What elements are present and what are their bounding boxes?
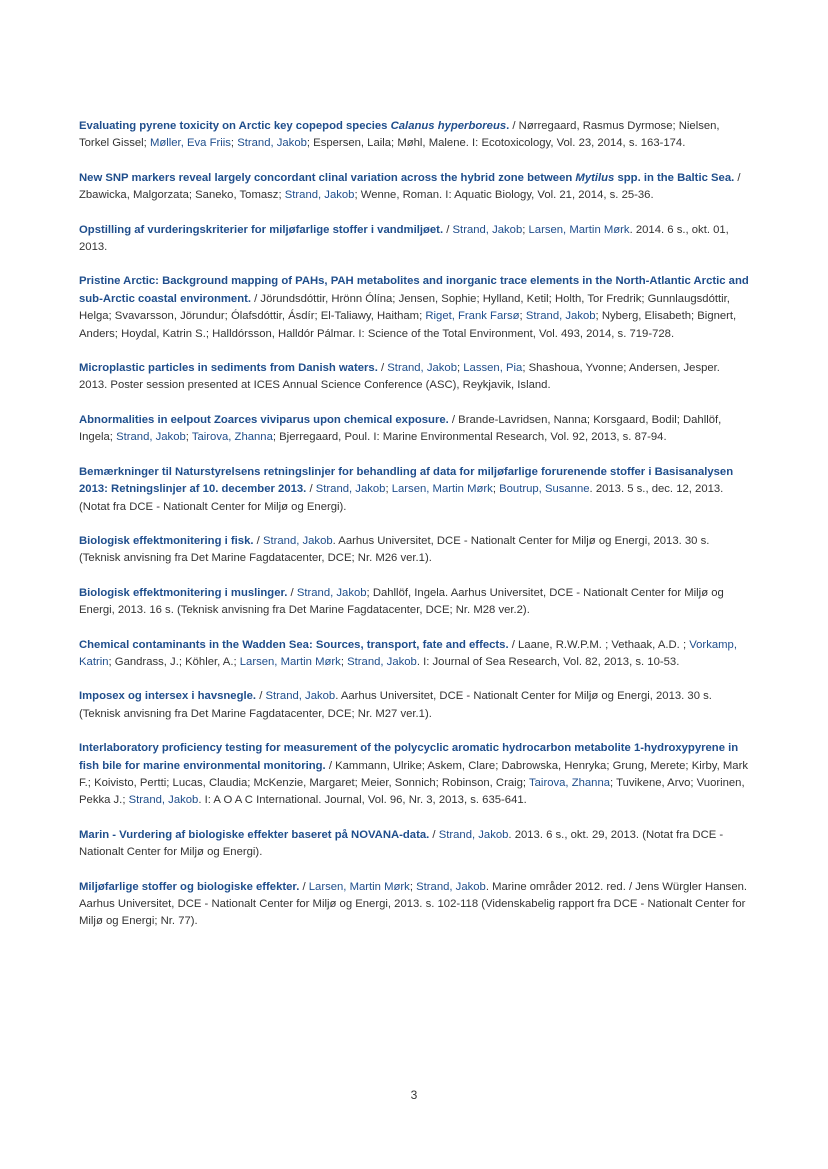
author-link[interactable]: Strand, Jakob	[296, 586, 367, 599]
author-link[interactable]: Vorkamp, Katrin	[79, 638, 737, 668]
author-link[interactable]: Riget, Frank Farsø	[425, 310, 520, 323]
citation-text: ; Tuvikene, Arvo; Vuorinen, Pekka J.;	[79, 776, 745, 807]
citation-text: ; Espersen, Laila; Møhl, Malene. I: Ecotoxicology, Vol. 23, 2014, s. 163-174.	[306, 137, 686, 150]
publication-title-link[interactable]: Pristine Arctic: Background mapping of PAHs, PAH metabolites and inorganic trace elements in the North-Atlantic Arctic and sub-Arctic coastal environment.	[79, 275, 749, 305]
publication-entry	[79, 827, 751, 862]
citation-text: . I: A O A C International. Journal, Vol. 96, Nr. 3, 2013, s. 635-641.	[198, 794, 527, 807]
author-link[interactable]: Larsen, Martin Mørk	[391, 483, 493, 496]
publication-title-link[interactable]: Interlaboratory proficiency testing for measurement of the polycyclic aromatic hydrocarbon metabolite 1-hydroxypyrene in fish bile for marine environmental monitoring.	[79, 742, 739, 772]
citation-text: . Aarhus Universitet, DCE - Nationalt Center for Miljø og Energi, 2013. 30 s. (Teknisk anvisning fra Det Marine Fagdatacenter, DCE; Nr. M27 ver.1).	[79, 690, 712, 720]
citation-text: ; Wenne, Roman. I: Aquatic Biology, Vol. 21, 2014, s. 25-36.	[354, 189, 654, 202]
publication-entry	[79, 222, 751, 257]
citation-text: . 2013. 6 s., okt. 29, 2013. (Notat fra DCE - Nationalt Center for Miljø og Energi).	[79, 828, 724, 859]
author-link[interactable]: Tairova, Zhanna	[191, 431, 273, 444]
publication-entry	[79, 533, 751, 568]
citation-text: . 2013. 5 s., dec. 12, 2013. (Notat fra DCE - Nationalt Center for Miljø og Energi).	[79, 483, 724, 513]
publication-entry	[79, 464, 751, 516]
publication-title-link[interactable]: Opstilling af vurderingskriterier for miljøfarlige stoffer i vandmiljøet.	[79, 223, 444, 236]
citation-text: ; Bjerregaard, Poul. I: Marine Environmental Research, Vol. 92, 2013, s. 87-94.	[272, 431, 667, 444]
publication-title-link[interactable]: Biologisk effektmonitering i muslinger.	[79, 586, 288, 599]
publication-entry	[79, 688, 751, 723]
citation-text: / Zbawicka, Malgorzata; Saneko, Tomasz;	[79, 171, 741, 202]
citation-text: ;	[492, 483, 500, 496]
author-link[interactable]: Strand, Jakob	[284, 189, 355, 202]
author-link[interactable]: Strand, Jakob	[452, 223, 523, 236]
citation-text: /	[287, 586, 297, 599]
publication-entry	[79, 170, 751, 205]
publication-title-link[interactable]: Marin - Vurdering af biologiske effekter baseret på NOVANA-data.	[79, 828, 430, 841]
publication-entry	[79, 585, 751, 620]
author-link[interactable]: Strand, Jakob	[262, 534, 333, 547]
citation-text: / Kammann, Ulrike; Askem, Clare; Dabrowska, Henryka; Grung, Merete; Kirby, Mark F.; Koivisto, Pertti; Lucas, Claudia; McKenzie, Margaret; Meier, Sonnich; Robinson, Craig;	[79, 759, 748, 789]
citation-text: /	[256, 690, 266, 703]
citation-text: ; Shashoua, Yvonne; Andersen, Jesper. 2013. Poster session presented at ICES Annual Science Conference (ASC), Reykjavik, Island.	[79, 362, 720, 392]
author-link[interactable]: Møller, Eva Friis	[149, 137, 231, 150]
citation-text: ;	[385, 483, 392, 496]
publication-title-link[interactable]	[390, 120, 510, 132]
author-link[interactable]: Boutrup, Susanne	[499, 483, 590, 496]
author-link[interactable]: Larsen, Martin Mørk	[239, 655, 341, 668]
publication-title-link[interactable]: Evaluating pyrene toxicity on Arctic key copepod species	[79, 120, 391, 132]
citation-text: . 2014. 6 s., okt. 01, 2013.	[79, 223, 729, 254]
publication-title-link[interactable]: Imposex og intersex i havsnegle.	[79, 690, 257, 703]
publication-title-link[interactable]: New SNP markers reveal largely concordant clinal variation across the hybrid zone between	[79, 171, 576, 184]
author-link[interactable]: Strand, Jakob	[347, 655, 417, 668]
page-number: 3	[410, 1088, 418, 1102]
citation-text: ; Gandrass, J.; Köhler, A.;	[108, 655, 240, 668]
publication-title-link[interactable]: Biologisk effektmonitering i fisk.	[79, 534, 254, 547]
author-link[interactable]: Strand, Jakob	[438, 828, 509, 841]
citation-text: /	[299, 880, 309, 893]
citation-text: / Nørregaard, Rasmus Dyrmose; Nielsen, Torkel Gissel;	[79, 120, 720, 150]
publication-entry	[79, 118, 751, 153]
citation-text: /	[377, 362, 388, 375]
author-link[interactable]: Strand, Jakob	[315, 483, 386, 496]
author-link[interactable]: Strand, Jakob	[416, 880, 486, 893]
citation-text: . Marine områder 2012. red. / Jens Würgler Hansen. Aarhus Universitet, DCE - Nationalt Center for Miljø og Energi, 2013. s. 102-118 (Videnskabelig rapport fra DCE - Nationalt Center for Miljø og Energi; Nr. 77).	[79, 880, 748, 928]
citation-text: ; Dahllöf, Ingela. Aarhus Universitet, DCE - Nationalt Center for Miljø og Energi, 2013. 16 s. (Teknisk anvisning fra Det Marine Fagdatacenter, DCE; Nr. M28 ver.2).	[79, 586, 724, 617]
author-link[interactable]: Strand, Jakob	[237, 137, 307, 150]
citation-text: / Jörundsdóttir, Hrönn Ólína; Jensen, Sophie; Hylland, Ketil; Holth, Tor Fredrik; Gunnlaugsdóttir, Helga; Svavarsson, Jörundur; Ólafsdóttir, Ásdír; El-Taliawy, Haitham;	[79, 292, 730, 323]
publication-title-link[interactable]: Miljøfarlige stoffer og biologiske effekter.	[79, 880, 300, 893]
citation-text: ;	[230, 137, 238, 150]
author-link[interactable]: Larsen, Martin Mørk	[528, 223, 630, 236]
author-link[interactable]: Larsen, Martin Mørk	[308, 880, 410, 893]
publication-title-link[interactable]	[575, 172, 614, 184]
publication-entry	[79, 740, 751, 810]
author-link[interactable]: Tairova, Zhanna	[529, 776, 611, 789]
publication-list	[79, 118, 751, 948]
citation-text: ;	[522, 223, 529, 236]
citation-text: /	[253, 534, 263, 547]
publication-title-link[interactable]: Bemærkninger til Naturstyrelsens retningslinjer for behandling af data for miljøfarlige forurenende stoffer i Basisanalysen 2013: Retningslinjer af 10. december 2013.	[79, 465, 734, 496]
author-link[interactable]: Lassen, Pia	[463, 362, 523, 375]
publication-title-link[interactable]: Chemical contaminants in the Wadden Sea: Sources, transport, fate and effects.	[79, 638, 509, 651]
publication-title-link[interactable]: Abnormalities in eelpout Zoarces viviparus upon chemical exposure.	[79, 413, 449, 426]
citation-text: . Aarhus Universitet, DCE - Nationalt Center for Miljø og Energi, 2013. 30 s. (Teknisk anvisning fra Det Marine Fagdatacenter, DCE; Nr. M26 ver.1).	[79, 534, 710, 565]
species-name: Mytilus	[575, 171, 615, 184]
publication-entry	[79, 360, 751, 395]
species-name: Calanus hyperboreus	[390, 120, 507, 132]
citation-text: ;	[340, 655, 348, 668]
publication-entry	[79, 412, 751, 447]
citation-text: ;	[456, 362, 464, 375]
citation-text: ;	[185, 431, 192, 444]
author-link[interactable]: Strand, Jakob	[116, 431, 186, 444]
citation-text: / Laane, R.W.P.M. ; Vethaak, A.D. ;	[508, 638, 690, 651]
citation-text: /	[429, 828, 439, 841]
publication-entry	[79, 273, 751, 343]
publication-title-link[interactable]: .	[506, 120, 510, 132]
citation-text: /	[306, 483, 316, 496]
citation-text: ;	[519, 310, 526, 323]
author-link[interactable]: Strand, Jakob	[387, 362, 457, 375]
citation-text: ;	[409, 880, 417, 893]
publication-title-link[interactable]: spp. in the Baltic Sea.	[614, 171, 735, 184]
publication-entry	[79, 879, 751, 931]
citation-text: / Brande-Lavridsen, Nanna; Korsgaard, Bodil; Dahllöf, Ingela;	[79, 413, 722, 444]
publication-title-link[interactable]: Microplastic particles in sediments from Danish waters.	[79, 362, 378, 375]
author-link[interactable]: Strand, Jakob	[128, 794, 199, 807]
citation-text: ; Nyberg, Elisabeth; Bignert, Anders; Hoydal, Katrin S.; Halldórsson, Halldór Pálmar. I: Science of the Total Environment, Vol. 493, 2014, s. 719-728.	[79, 310, 737, 340]
author-link[interactable]: Strand, Jakob	[265, 690, 336, 703]
publication-entry	[79, 637, 751, 672]
citation-text: . I: Journal of Sea Research, Vol. 82, 2013, s. 10-53.	[416, 655, 680, 668]
author-link[interactable]: Strand, Jakob	[525, 310, 596, 323]
citation-text: /	[443, 223, 453, 236]
